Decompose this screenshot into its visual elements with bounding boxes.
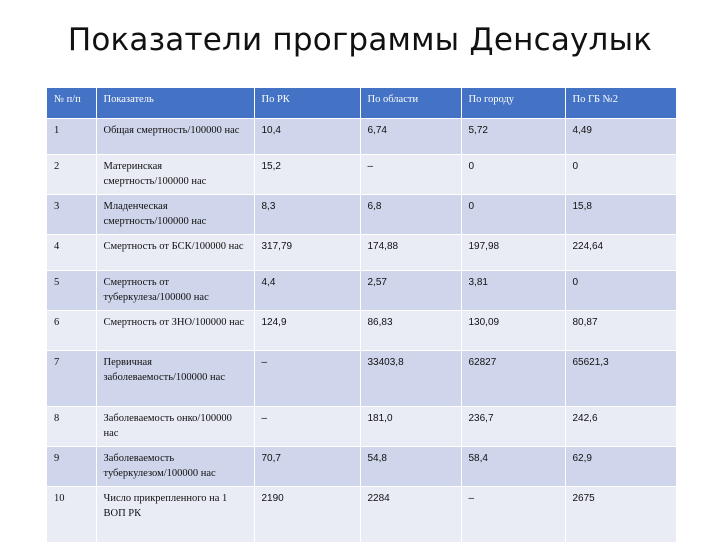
cell-rk: 70,7 [254,446,360,486]
cell-rk: 8,3 [254,194,360,234]
cell-number: 10 [47,486,96,542]
cell-gb2: 242,6 [572,412,598,424]
cell-number: 6 [47,310,96,350]
header-rk: По РК [254,88,360,118]
cell-rk: – [254,350,360,406]
cell-indicator: Заболеваемость туберкулезом/100000 нас [96,446,254,486]
cell-rk: 317,79 [254,234,360,270]
cell-rk: 15,2 [254,154,360,194]
cell-number: 5 [47,270,96,310]
cell-city: 0 [461,194,565,234]
cell-gb2: 0 [572,276,579,288]
cell-rk: 2190 [254,486,360,542]
cell-indicator: Материнская смертность/100000 нас [96,154,254,194]
table-row [47,270,676,310]
cell-indicator: Смертность от туберкулеза/100000 нас [96,270,254,310]
cell-city: 5,72 [461,118,565,154]
cell-region: 181,0 [360,406,461,446]
cell-region: 6,8 [360,194,461,234]
cell-region: 2284 [360,486,461,542]
cell-number: 1 [47,118,96,154]
cell-number: 9 [47,446,96,486]
cell-indicator: Младенческая смертность/100000 нас [96,194,254,234]
header-number: № п/п [47,88,96,118]
table-header-row [47,88,676,118]
header-gb2: По ГБ №2 [572,94,618,105]
cell-gb2: 65621,3 [572,356,609,368]
cell-city: 197,98 [461,234,565,270]
cell-indicator: Первичная заболеваемость/100000 нас [96,350,254,406]
cell-gb2: 4,49 [572,124,592,136]
cell-city: 0 [461,154,565,194]
table-row [47,194,676,234]
cell-city: 130,09 [461,310,565,350]
cell-rk: 124,9 [254,310,360,350]
cell-rk: – [254,406,360,446]
cell-city: 58,4 [461,446,565,486]
cell-region: 54,8 [360,446,461,486]
table-row [47,350,676,406]
cell-gb2: 80,87 [572,316,598,328]
table-row [47,234,676,270]
header-city: По городу [461,88,565,118]
cell-number: 7 [47,350,96,406]
cell-indicator: Заболеваемость онко/100000 нас [96,406,254,446]
cell-city: 62827 [461,350,565,406]
table-row [47,118,676,154]
cell-city: – [461,486,565,542]
cell-indicator: Общая смертность/100000 нас [96,118,254,154]
header-indicator: Показатель [96,88,254,118]
table-row [47,446,676,486]
table-row [47,310,676,350]
slide-title: Показатели программы Денсаулык [67,22,653,58]
cell-gb2: 2675 [572,492,595,504]
cell-region: 33403,8 [360,350,461,406]
cell-gb2: 224,64 [572,240,604,252]
cell-region: 2,57 [360,270,461,310]
cell-rk: 4,4 [254,270,360,310]
header-region: По области [360,88,461,118]
cell-city: 236,7 [461,406,565,446]
table-row [47,154,676,194]
cell-gb2: 0 [572,160,579,172]
cell-number: 3 [47,194,96,234]
indicators-table [47,88,676,542]
cell-number: 4 [47,234,96,270]
cell-city: 3,81 [461,270,565,310]
cell-indicator: Число прикрепленного на 1 ВОП РК [96,486,254,542]
cell-indicator: Смертность от БСК/100000 нас [96,234,254,270]
cell-region: 174,88 [360,234,461,270]
cell-region: 86,83 [360,310,461,350]
cell-gb2: 62,9 [572,452,592,464]
cell-region: – [360,154,461,194]
table-row [47,406,676,446]
cell-indicator: Смертность от ЗНО/100000 нас [96,310,254,350]
cell-number: 2 [47,154,96,194]
table-row [47,486,676,542]
cell-region: 6,74 [360,118,461,154]
cell-rk: 10,4 [254,118,360,154]
cell-gb2: 15,8 [572,200,592,212]
cell-number: 8 [47,406,96,446]
